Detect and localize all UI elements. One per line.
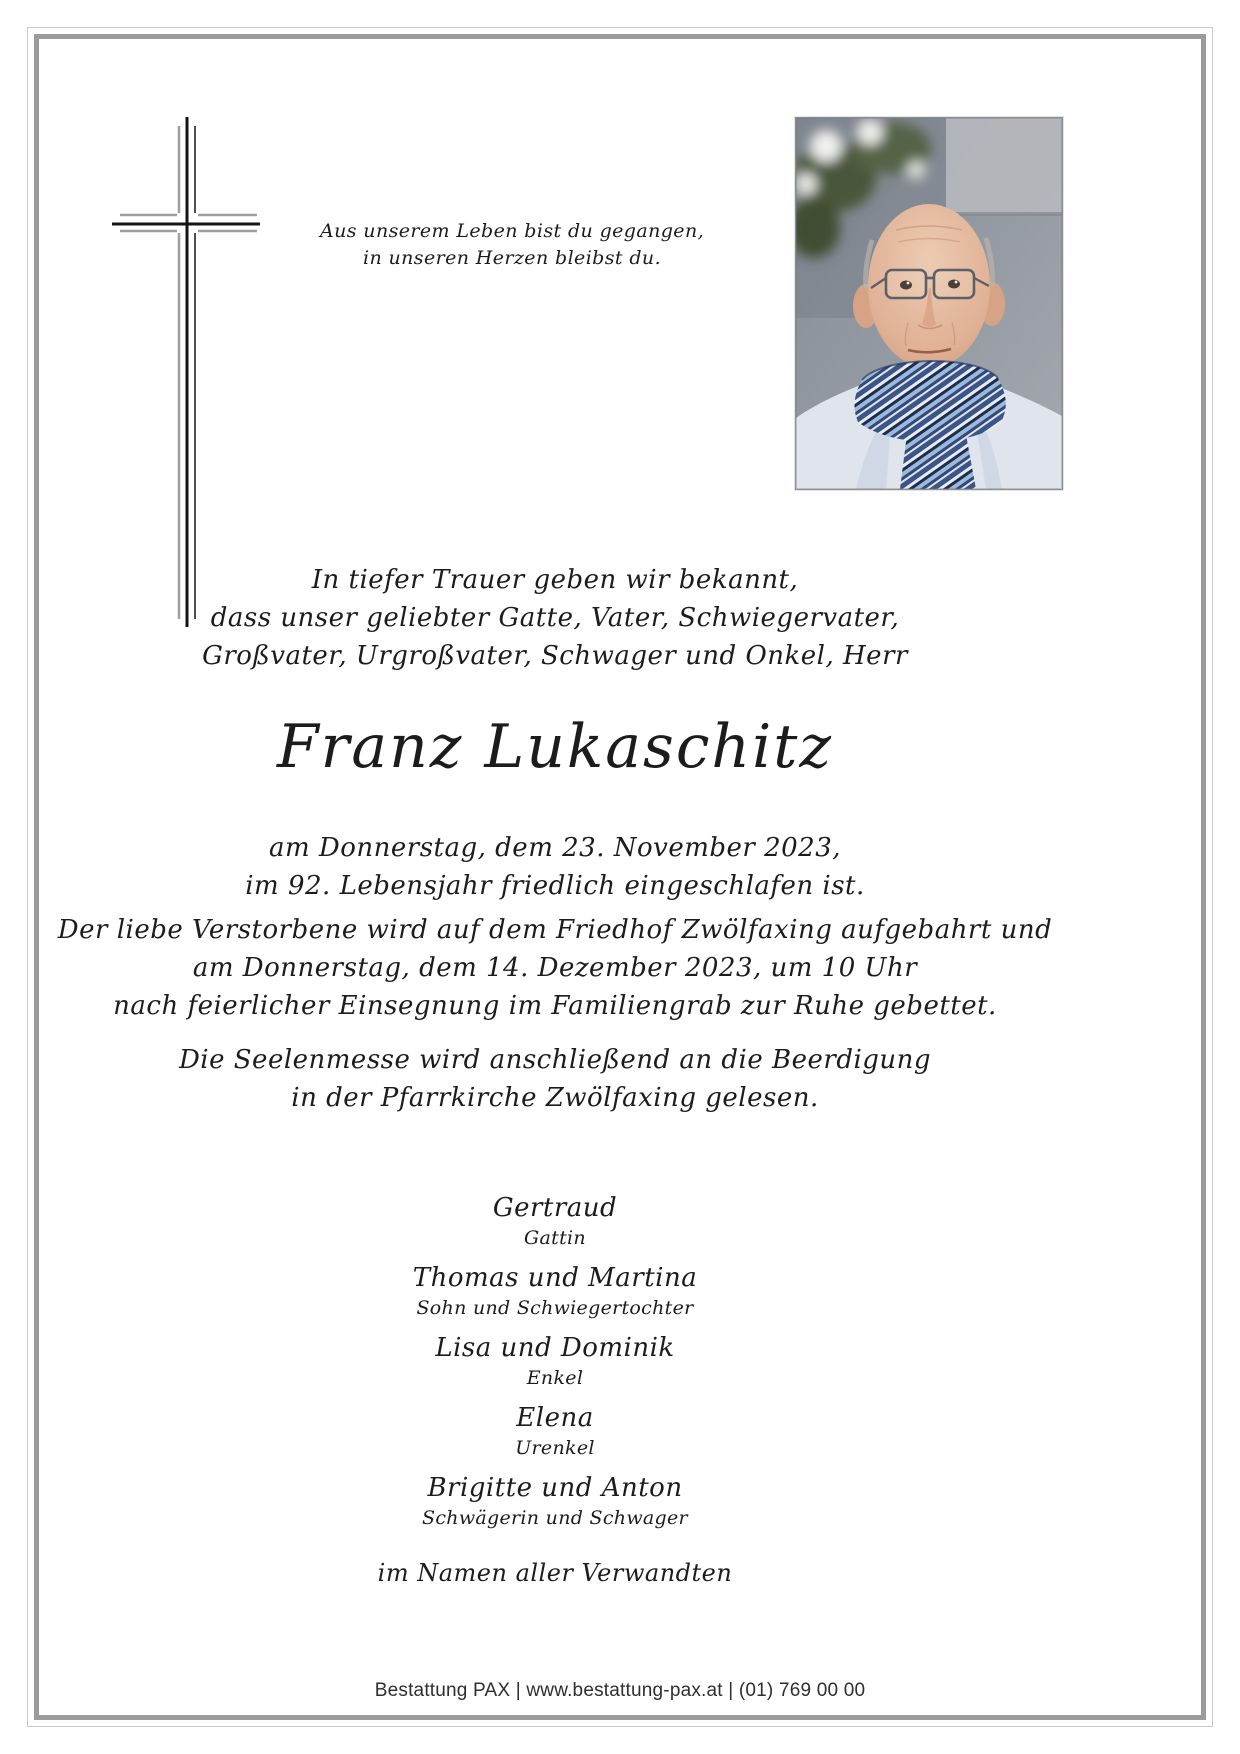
portrait-illustration: [796, 118, 1062, 489]
mourner-relation: Urenkel: [515, 1437, 595, 1459]
death-info: [40, 829, 1070, 905]
death-info-line-2: im 92. Lebensjahr friedlich eingeschlafen ist.: [245, 871, 865, 901]
mass-info: [40, 1041, 1070, 1117]
burial-info: [40, 911, 1070, 1025]
mass-info-line-1: Die Seelenmesse wird anschließend an die Beerdigung: [178, 1045, 932, 1075]
closing-line: im Namen aller Verwandten: [377, 1559, 733, 1587]
burial-info-line-2: am Donnerstag, dem 14. Dezember 2023, um 10 Uhr: [192, 953, 918, 983]
motto: [210, 218, 814, 272]
mourner-entry: [40, 1471, 1070, 1531]
mourner-names: Brigitte und Anton: [427, 1473, 683, 1503]
announcement-line-3: Großvater, Urgroßvater, Schwager und Onkel, Herr: [202, 641, 908, 671]
mourner-names: Gertraud: [492, 1193, 618, 1223]
mourner-entry: [40, 1401, 1070, 1461]
motto-line-2: in unseren Herzen bleibst du.: [362, 247, 662, 269]
announcement-line-1: In tiefer Trauer geben wir bekannt,: [311, 565, 799, 595]
announcement: [40, 561, 1070, 675]
announcement-line-2: dass unser geliebter Gatte, Vater, Schwiegervater,: [210, 603, 900, 633]
cross-icon: [100, 100, 270, 640]
mourner-relation: Schwägerin und Schwager: [422, 1507, 688, 1529]
portrait-photo: [795, 117, 1063, 490]
mourner-names: Lisa und Dominik: [435, 1333, 675, 1363]
mourner-entry: [40, 1261, 1070, 1321]
mourner-relation: Enkel: [526, 1367, 584, 1389]
mourner-relation: Gattin: [524, 1227, 586, 1249]
mourners-list: [40, 1191, 1070, 1541]
funeral-home-footer: Bestattung PAX | www.bestattung-pax.at | (01) 769 00 00: [374, 1680, 866, 1701]
mourner-entry: [40, 1191, 1070, 1251]
mourner-entry: [40, 1331, 1070, 1391]
mass-info-line-2: in der Pfarrkirche Zwölfaxing gelesen.: [291, 1083, 819, 1113]
mourner-names: Thomas und Martina: [412, 1263, 698, 1293]
motto-line-1: Aus unserem Leben bist du gegangen,: [319, 220, 705, 242]
death-info-line-1: am Donnerstag, dem 23. November 2023,: [268, 833, 842, 863]
burial-info-line-1: Der liebe Verstorbene wird auf dem Friedhof Zwölfaxing aufgebahrt und: [57, 915, 1053, 945]
deceased-name: Franz Lukaschitz: [277, 712, 833, 782]
mourner-relation: Sohn und Schwiegertochter: [416, 1297, 694, 1319]
burial-info-line-3: nach feierlicher Einsegnung im Familiengrab zur Ruhe gebettet.: [113, 991, 997, 1021]
mourner-names: Elena: [516, 1403, 594, 1433]
